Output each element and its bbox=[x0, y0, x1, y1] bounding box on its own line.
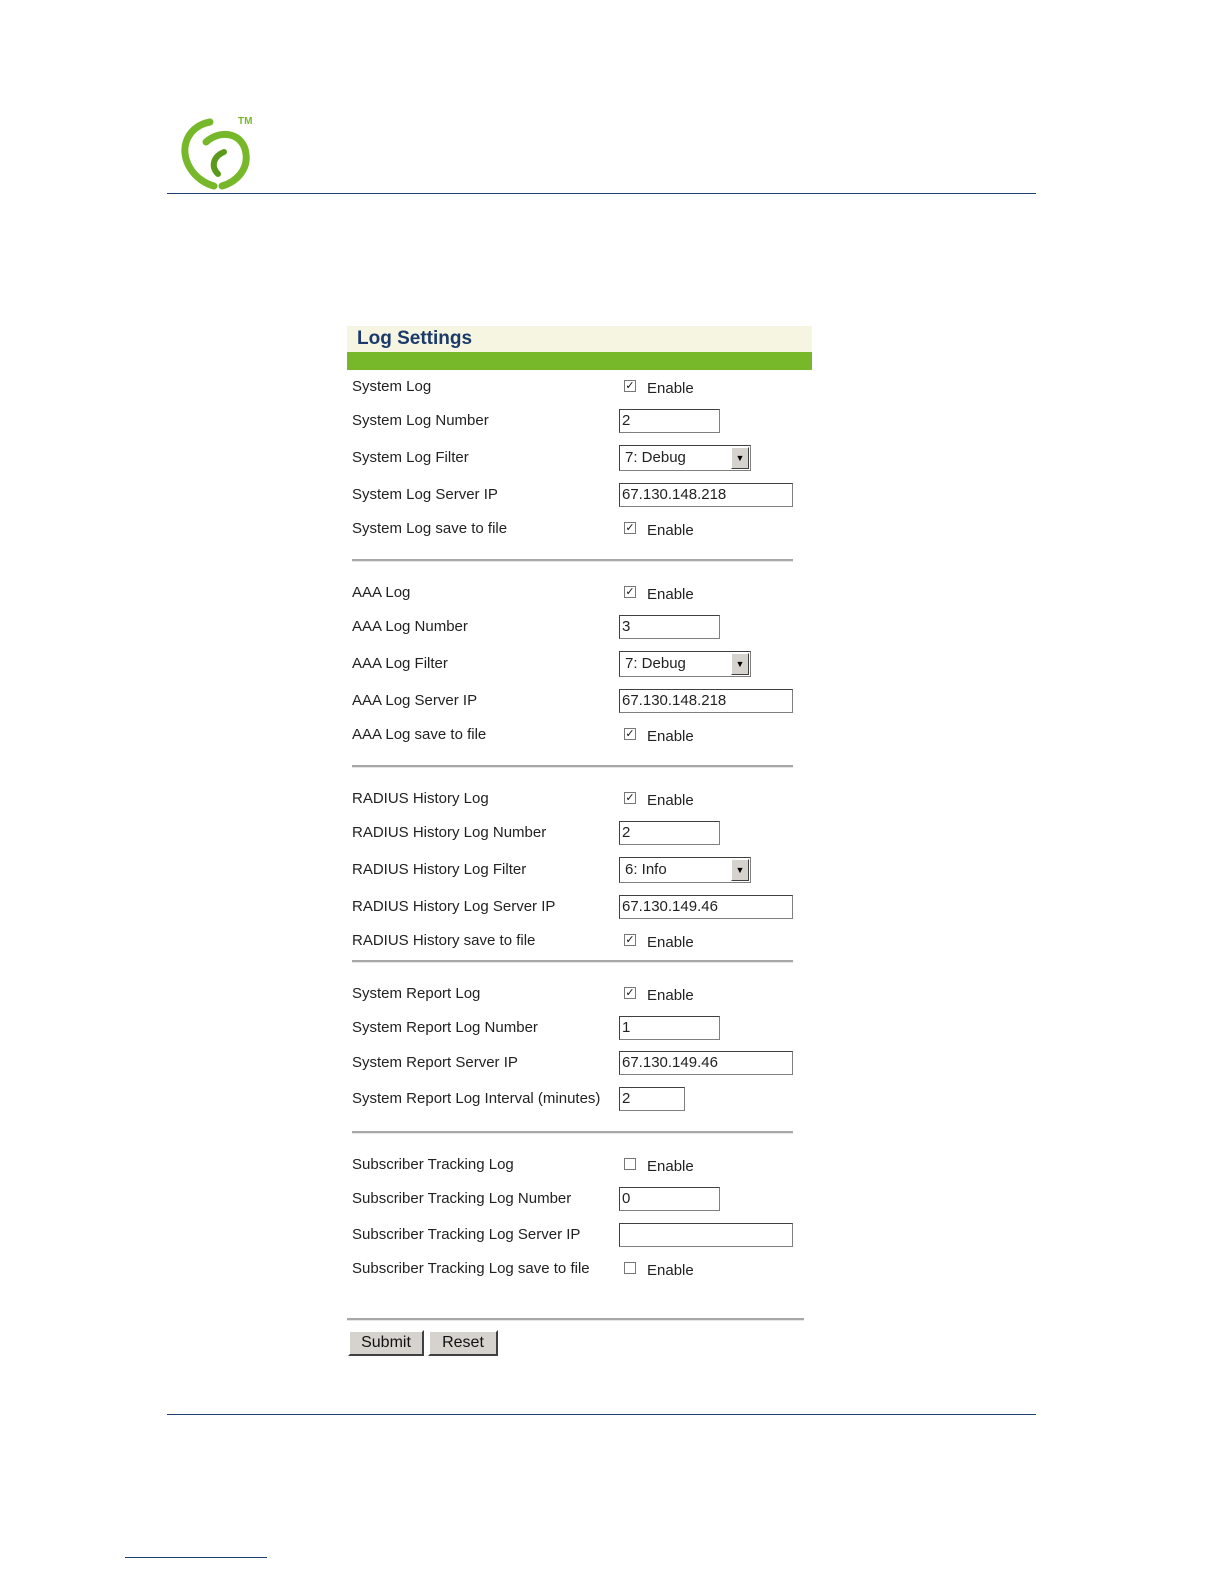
enable-label: Enable bbox=[647, 522, 694, 539]
radius-history-log-checkbox[interactable]: ✓ bbox=[625, 792, 635, 804]
system-log-filter-row bbox=[347, 443, 812, 473]
aaa-log-save-label: AAA Log save to file bbox=[352, 726, 487, 743]
aaa-log-number-label: AAA Log Number bbox=[352, 618, 468, 635]
subscriber-tracking-log-number-row bbox=[347, 1184, 812, 1214]
subscriber-tracking-log-save-row bbox=[347, 1254, 812, 1284]
footer-rule bbox=[167, 1414, 1036, 1415]
chevron-down-icon[interactable]: ▼ bbox=[731, 859, 749, 881]
system-log-server-ip-row bbox=[347, 480, 812, 510]
system-report-interval-label: System Report Log Interval (minutes) bbox=[352, 1090, 601, 1107]
aaa-log-checkbox[interactable]: ✓ bbox=[625, 586, 635, 598]
system-report-server-ip-label: System Report Server IP bbox=[352, 1054, 518, 1071]
system-log-row bbox=[347, 372, 812, 402]
subscriber-tracking-log-save-label: Subscriber Tracking Log save to file bbox=[352, 1260, 590, 1277]
radius-history-log-number-input[interactable]: 2 bbox=[619, 821, 720, 845]
radius-history-log-filter-select[interactable] bbox=[619, 857, 751, 883]
radius-history-log-filter-label: RADIUS History Log Filter bbox=[352, 861, 527, 878]
enable-label: Enable bbox=[647, 987, 694, 1004]
log-settings-panel bbox=[347, 326, 812, 1351]
subscriber-tracking-log-row bbox=[347, 1150, 812, 1180]
system-log-server-ip-input[interactable]: 67.130.148.218 bbox=[619, 483, 793, 507]
subscriber-tracking-log-save-checkbox[interactable] bbox=[624, 1262, 636, 1274]
aaa-log-filter-value: 7: Debug bbox=[625, 655, 686, 672]
enable-label: Enable bbox=[647, 380, 694, 397]
aaa-log-server-ip-label: AAA Log Server IP bbox=[352, 692, 478, 709]
subscriber-tracking-log-number-label: Subscriber Tracking Log Number bbox=[352, 1190, 572, 1207]
aaa-log-save-row bbox=[347, 720, 812, 750]
system-report-log-row bbox=[347, 979, 812, 1009]
chevron-down-icon[interactable]: ▼ bbox=[731, 653, 749, 675]
subscriber-tracking-log-server-ip-row bbox=[347, 1220, 812, 1250]
aaa-log-filter-select[interactable] bbox=[619, 651, 751, 677]
system-log-filter-label: System Log Filter bbox=[352, 449, 469, 466]
enable-label: Enable bbox=[647, 586, 694, 603]
radius-history-save-label: RADIUS History save to file bbox=[352, 932, 536, 949]
subscriber-tracking-log-number-input[interactable]: 0 bbox=[619, 1187, 720, 1211]
system-log-save-label: System Log save to file bbox=[352, 520, 508, 537]
radius-history-log-number-label: RADIUS History Log Number bbox=[352, 824, 547, 841]
system-log-checkbox[interactable]: ✓ bbox=[625, 380, 635, 392]
section-divider bbox=[352, 960, 793, 963]
system-log-number-row bbox=[347, 406, 812, 436]
system-log-number-input[interactable]: 2 bbox=[619, 409, 720, 433]
subscriber-tracking-log-server-ip-label: Subscriber Tracking Log Server IP bbox=[352, 1226, 581, 1243]
enable-label: Enable bbox=[647, 934, 694, 951]
system-log-number-label: System Log Number bbox=[352, 412, 489, 429]
subscriber-tracking-log-checkbox[interactable] bbox=[624, 1158, 636, 1170]
system-report-log-number-input[interactable]: 1 bbox=[619, 1016, 720, 1040]
trademark-mark: TM bbox=[238, 116, 253, 127]
subscriber-tracking-log-server-ip-input[interactable] bbox=[619, 1223, 793, 1247]
radius-history-log-server-ip-row bbox=[347, 892, 812, 922]
enable-label: Enable bbox=[647, 728, 694, 745]
radius-history-log-server-ip-label: RADIUS History Log Server IP bbox=[352, 898, 556, 915]
system-report-log-label: System Report Log bbox=[352, 985, 481, 1002]
radius-history-log-number-row bbox=[347, 818, 812, 848]
form-footer-divider bbox=[347, 1318, 804, 1321]
aaa-log-server-ip-input[interactable]: 67.130.148.218 bbox=[619, 689, 793, 713]
system-report-interval-input[interactable]: 2 bbox=[619, 1087, 685, 1111]
aaa-log-filter-label: AAA Log Filter bbox=[352, 655, 448, 672]
panel-title: Log Settings bbox=[347, 326, 812, 352]
system-report-server-ip-input[interactable]: 67.130.149.46 bbox=[619, 1051, 793, 1075]
aaa-log-number-row bbox=[347, 612, 812, 642]
aaa-log-row bbox=[347, 578, 812, 608]
aaa-log-filter-row bbox=[347, 649, 812, 679]
subscriber-tracking-log-label: Subscriber Tracking Log bbox=[352, 1156, 514, 1173]
radius-history-log-server-ip-input[interactable]: 67.130.149.46 bbox=[619, 895, 793, 919]
section-divider bbox=[352, 1131, 793, 1134]
aaa-log-save-checkbox[interactable]: ✓ bbox=[625, 728, 635, 740]
system-log-filter-select[interactable] bbox=[619, 445, 751, 471]
header-rule bbox=[167, 193, 1036, 194]
system-log-save-row bbox=[347, 514, 812, 544]
radius-history-save-row bbox=[347, 926, 812, 956]
radius-history-log-filter-value: 6: Info bbox=[625, 861, 667, 878]
radius-history-save-checkbox[interactable]: ✓ bbox=[625, 934, 635, 946]
system-report-server-ip-row bbox=[347, 1048, 812, 1078]
radius-history-log-filter-row bbox=[347, 855, 812, 885]
system-log-server-ip-label: System Log Server IP bbox=[352, 486, 498, 503]
enable-label: Enable bbox=[647, 1262, 694, 1279]
reset-button[interactable]: Reset bbox=[428, 1330, 498, 1356]
aaa-log-label: AAA Log bbox=[352, 584, 411, 601]
section-divider bbox=[352, 765, 793, 768]
radius-history-log-label: RADIUS History Log bbox=[352, 790, 489, 807]
radius-history-log-row bbox=[347, 784, 812, 814]
footnote-rule bbox=[125, 1557, 267, 1558]
system-log-filter-value: 7: Debug bbox=[625, 449, 686, 466]
system-log-save-checkbox[interactable]: ✓ bbox=[625, 522, 635, 534]
system-log-label: System Log bbox=[352, 378, 432, 395]
enable-label: Enable bbox=[647, 792, 694, 809]
system-report-interval-row bbox=[347, 1084, 812, 1114]
chevron-down-icon[interactable]: ▼ bbox=[731, 447, 749, 469]
system-report-log-checkbox[interactable]: ✓ bbox=[625, 987, 635, 999]
system-report-log-number-row bbox=[347, 1013, 812, 1043]
enable-label: Enable bbox=[647, 1158, 694, 1175]
section-divider bbox=[352, 559, 793, 562]
aaa-log-number-input[interactable]: 3 bbox=[619, 615, 720, 639]
panel-title-bar bbox=[347, 352, 812, 370]
submit-button[interactable]: Submit bbox=[348, 1330, 424, 1356]
system-report-log-number-label: System Report Log Number bbox=[352, 1019, 538, 1036]
company-logo bbox=[170, 112, 270, 192]
aaa-log-server-ip-row bbox=[347, 686, 812, 716]
